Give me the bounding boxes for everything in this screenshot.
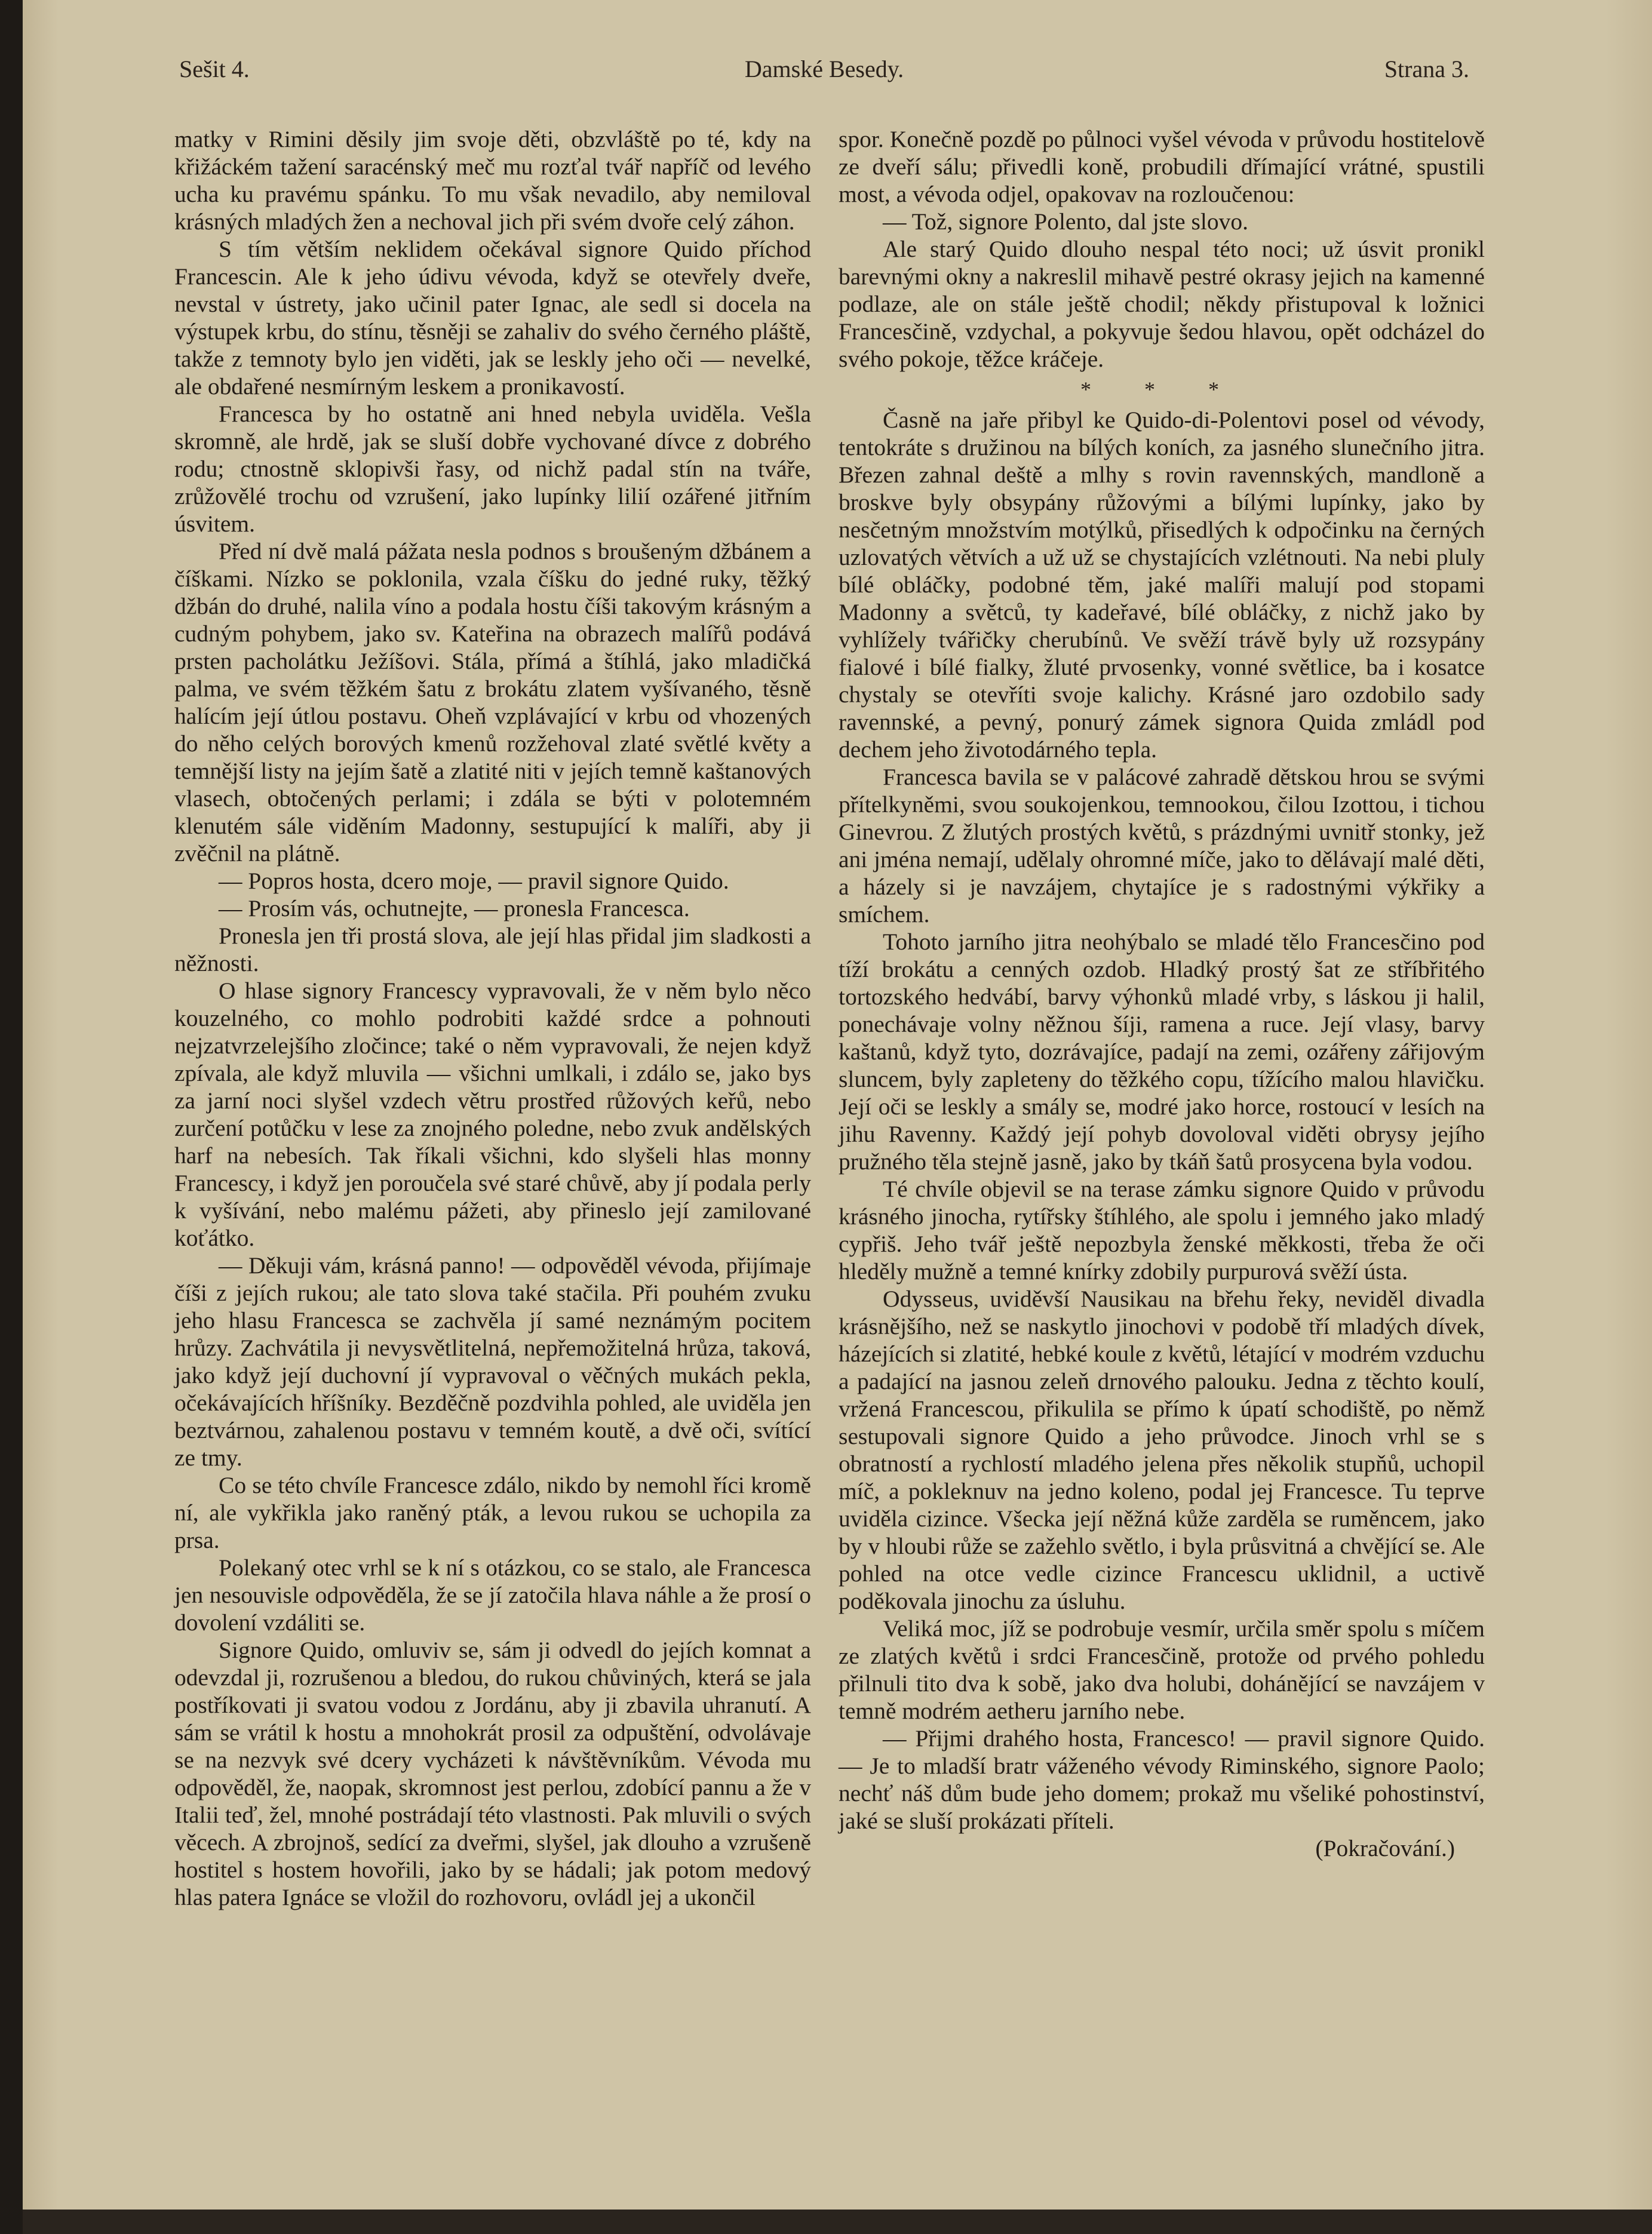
paragraph: O hlase signory Francescy vypravovali, že v něm bylo něco kouzelného, co mohlo podrobiti každé srdce a pohnouti nejzatvrzelejšího zločince; také o něm vypravovali, že nejen když zpívala, ale když mluvila — všichni umlkali, i zdálo se, jako bys za jarní noci slyšel vzdech větru prostřed růžových keřů, nebo zurčení potůčku v lese za znojného poledne, nebo zvuk andělských harf na nebesích. Tak říkali všichni, kdo slyšeli hlas monny Francescy, i když jen poroučela své staré chůvě, aby jí podala perly k vyšívání, nebo malému pážeti, aby přineslo její zamilované koťátko. bbox=[174, 978, 811, 1251]
magazine-title: Damské Besedy. bbox=[744, 56, 904, 82]
left-column bbox=[174, 125, 811, 2156]
paragraph: spor. Konečně pozdě po půlnoci vyšel vévoda v průvodu hostitelově ze dveří sálu; přivedli koně, probudili dřímající vrátné, spustili most, a vévoda odjel, opakovav na rozloučenou: bbox=[839, 126, 1485, 207]
paragraph: Odysseus, uviděvší Nausikau na břehu řeky, neviděl divadla krásnějšího, než se naskytlo jinochovi v podobě tří mladých dívek, házejících si zlatité, hebké koule z květů, létající v modrém vzduchu a padající na jasnou zeleň drnového palouku. Jedna z těchto koulí, vržená Francescou, přikulila se přímo k úpatí schodiště, po němž sestupovali signore Quido a jeho průvodce. Jinoch vrhl se s obratností a rychlostí mladého jelena přes několik stupňů, uchopil míč, a pokleknuv na jedno koleno, podal jej Francesce. Tu teprve uviděla cizince. Všecka její něžná kůže zarděla se ruměncem, jako by v hloubi růže se zažehlo světlo, i byla průsvitná a chvějící se. Ale pohled na otce vedle cizince Francescu uklidnil, a uctivě poděkovala jinochu za úsluhu. bbox=[839, 1286, 1485, 1614]
paragraph: Signore Quido, omluviv se, sám ji odvedl do jejích komnat a odevzdal ji, rozrušenou a bledou, do rukou chůviných, která se jala postříkovati ji svatou vodou z Jordánu, aby ji zbavila uhranutí. A sám se vrátil k hostu a mnohokrát prosil za odpuštění, odvolávaje se na nezvyk své dcery vycházeti k návštěvníkům. Vévoda mu odpověděl, že, naopak, skromnost jest perlou, zdobící pannu a že v Italii teď, žel, mnohé postrádají této vlastnosti. Pak mluvili o svých věcech. A zbrojnoš, sedící za dveřmi, slyšel, jak dlouho a vzrušeně hostitel s hostem hovořili, jako by se hádali; jak potom medový hlas patera Ignáce se vložil do rozhovoru, ovládl jej a ukončil bbox=[174, 1637, 811, 1910]
paragraph: Veliká moc, jíž se podrobuje vesmír, určila směr spolu s míčem ze zlatých květů i srdci Francesčině, protože od prvého pohledu přilnuli tito dva k sobě, jako dva holubi, dohánějící se navzájem v temně modrém aetheru jarního nebe. bbox=[839, 1615, 1485, 1724]
page-bottom-edge bbox=[23, 2210, 1652, 2234]
paragraph: Tohoto jarního jitra neohýbalo se mladé tělo Francesčino pod tíží brokátu a cenných ozdob. Hladký prostý šat ze stříbřitého tortozského hedvábí, barvy výhonků mladé vrby, s láskou ji halil, ponechávaje volny něžnou šíji, ramena a ruce. Její vlasy, barvy kaštanů, když tyto, dozrávajíce, padají na zemi, ozářeny zářijovým sluncem, byly zapleteny do těžkého copu, tížícího malou hlavičku. Její oči se leskly a smály se, modré jako horce, rostoucí v lesích na jihu Ravenny. Každý její pohyb dovoloval viděti obrysy jejího pružného těla stejně jasně, jako by tkáň šatů prosycena byla vodou. bbox=[839, 929, 1485, 1175]
continuation-note: (Pokračování.) bbox=[1315, 1835, 1455, 1861]
running-header bbox=[179, 55, 1469, 91]
paragraph: Francesca by ho ostatně ani hned nebyla uviděla. Vešla skromně, ale hrdě, jak se sluší dobře vychované dívce z dobrého rodu; ctnostně sklopivši řasy, od nichž padal stín na tváře, zrůžovělé trochu od vzrušení, jako lupínky lilií ozářené jitřním úsvitem. bbox=[174, 401, 811, 537]
right-column bbox=[839, 125, 1485, 2156]
paragraph: S tím větším neklidem očekával signore Quido příchod Francescin. Ale k jeho údivu vévoda, když se otevřely dveře, nevstal v ústrety, jako učinil pater Ignac, ale sedl si docela na výstupek krbu, do stínu, těsněji se zahaliv do svého černého pláště, takže z temnoty bylo jen viděti, jak se leskly jeho oči — nevelké, ale obdařené nesmírným leskem a pronikavostí. bbox=[174, 236, 811, 400]
page-number: Strana 3. bbox=[1384, 56, 1469, 82]
dialogue-line: — Děkuji vám, krásná panno! — odpověděl vévoda, přijímaje číši z jejích rukou; ale tato slova také stačila. Při pouhém zvuku jeho hlasu Francesca se zachvěla jí samé neznámým pocitem hrůzy. Zachvátila ji nevysvětlitelná, nepřemožitelná hrůza, taková, jako když její duchovní jí vypravoval o věčných mukách pekla, očekávajících hříšníky. Bezděčně pozdvihla pohled, ale uviděla jen beztvárnou, zahalenou postavu v temném koutě, a dvě oči, svítící ze tmy. bbox=[174, 1252, 811, 1471]
dialogue-line: — Přijmi drahého hosta, Francesco! — pravil signore Quido. — Je to mladší bratr váženého vévody Riminského, signore Paolo; nechť náš dům bude jeho domem; prokaž mu všeliké pohostinství, jaké se sluší prokázati příteli. bbox=[839, 1725, 1485, 1834]
paragraph: Časně na jaře přibyl ke Quido-di-Polentovi posel od vévody, tentokráte s družinou na bílých koních, za jasného slunečního jitra. Březen zahnal deště a mlhy s rovin ravennských, mandloně a broskve byly obsypány růžovými a bílými lupínky, jako by nesčetným množstvím motýlků, přisedlých k odpočinku na černých uzlovatých větvích a už už se chystajících vzlétnouti. Na nebi pluly bílé obláčky, podobné těm, jaké malíři malují pod stopami Madonny a světců, ty kadeřavé, bílé obláčky, z nichž jako by vyhlížely tvářičky cherubínů. Ve svěží trávě byly už rozsypány fialové i bílé fialky, žluté prvosenky, vonné světlice, ba i kosatce chystaly se otevříti svoje kalichy. Krásné jaro ozdobilo sady ravennské, a pevný, ponurý zámek signora Quida zmládl pod dechem jeho životodárného tepla. bbox=[839, 407, 1485, 763]
issue-number: Sešit 4. bbox=[179, 56, 250, 82]
section-break-asterisks: * * * bbox=[1080, 377, 1243, 401]
paragraph: Francesca bavila se v palácové zahradě dětskou hrou se svými přítelkyněmi, svou soukojenkou, temnookou, čilou Izottou, i tichou Ginevrou. Z žlutých prostých květů, s prázdnými uvnitř stonky, jež ani jména nemají, udělaly ohromné míče, jako to dělávají malé děti, a házely si je navzájem, chytajíce je s radostnými výkřiky a smíchem. bbox=[839, 764, 1485, 927]
dialogue-line: — Prosím vás, ochutnejte, — pronesla Francesca. bbox=[219, 895, 690, 921]
paragraph: Před ní dvě malá pážata nesla podnos s broušeným džbánem a číškami. Nízko se poklonila, vzala číšku do jedné ruky, těžký džbán do druhé, nalila víno a podala hostu číši takovým krásným a cudným pohybem, jako sv. Kateřina na obrazech malířů podává prsten pacholátku Ježíšovi. Stála, přímá a štíhlá, jako mladičká palma, ve svém těžkém šatu z brokátu zlatem vyšívaného, těsně halícím její útlou postavu. Oheň vzplávající v krbu od vhozených do něho celých borových kmenů rozžehoval zlaté světlé květy a temnější listy na jejím šatě a zlatité niti v jejích temně kaštanových vlasech, obtočených perlami; i zdála se býti v polotemném klenutém sále viděním Madonny, sestupující k malíři, aby ji zvěčnil na plátně. bbox=[174, 538, 811, 866]
dialogue-line: — Tož, signore Polento, dal jste slovo. bbox=[883, 208, 1248, 235]
paragraph: Té chvíle objevil se na terase zámku signore Quido v průvodu krásného jinocha, rytířsky štíhlého, ale spolu i jemného jako mladý cypřiš. Jeho tvář ještě nepozbyla ženské měkkosti, třeba že oči hleděly mužně a temné knírky zdobily purpurová svěží ústa. bbox=[839, 1176, 1485, 1285]
dialogue-line: — Popros hosta, dcero moje, — pravil signore Quido. bbox=[219, 868, 729, 894]
paragraph: Pronesla jen tři prostá slova, ale její hlas přidal jim sladkosti a něžnosti. bbox=[174, 923, 811, 976]
paragraph: Ale starý Quido dlouho nespal této noci; už úsvit pronikl barevnými okny a nakreslil mihavě pestré okrasy jejich na kamenné podlaze, ale on stále ještě chodil; někdy přistupoval k ložnici Francesčině, vzdychal, a pokyvuje šedou hlavou, opět odcházel do svého pokoje, těžce kráčeje. bbox=[839, 236, 1485, 372]
paragraph: Polekaný otec vrhl se k ní s otázkou, co se stalo, ale Francesca jen nesouvisle odpověděla, že se jí zatočila hlava náhle a že prosí o dovolení vzdáliti se. bbox=[174, 1554, 811, 1636]
paragraph: Co se této chvíle Francesce zdálo, nikdo by nemohl říci kromě ní, ale vykřikla jako raněný pták, a levou rukou se uchopila za prsa. bbox=[174, 1472, 811, 1553]
paragraph: matky v Rimini děsily jim svoje děti, obzvláště po té, kdy na křižáckém tažení saracénský meč mu rozťal tvář napříč od levého ucha ku pravému spánku. To mu však nevadilo, aby nemiloval krásných mladých žen a nechoval jich při svém dvoře celý záhon. bbox=[174, 126, 811, 235]
